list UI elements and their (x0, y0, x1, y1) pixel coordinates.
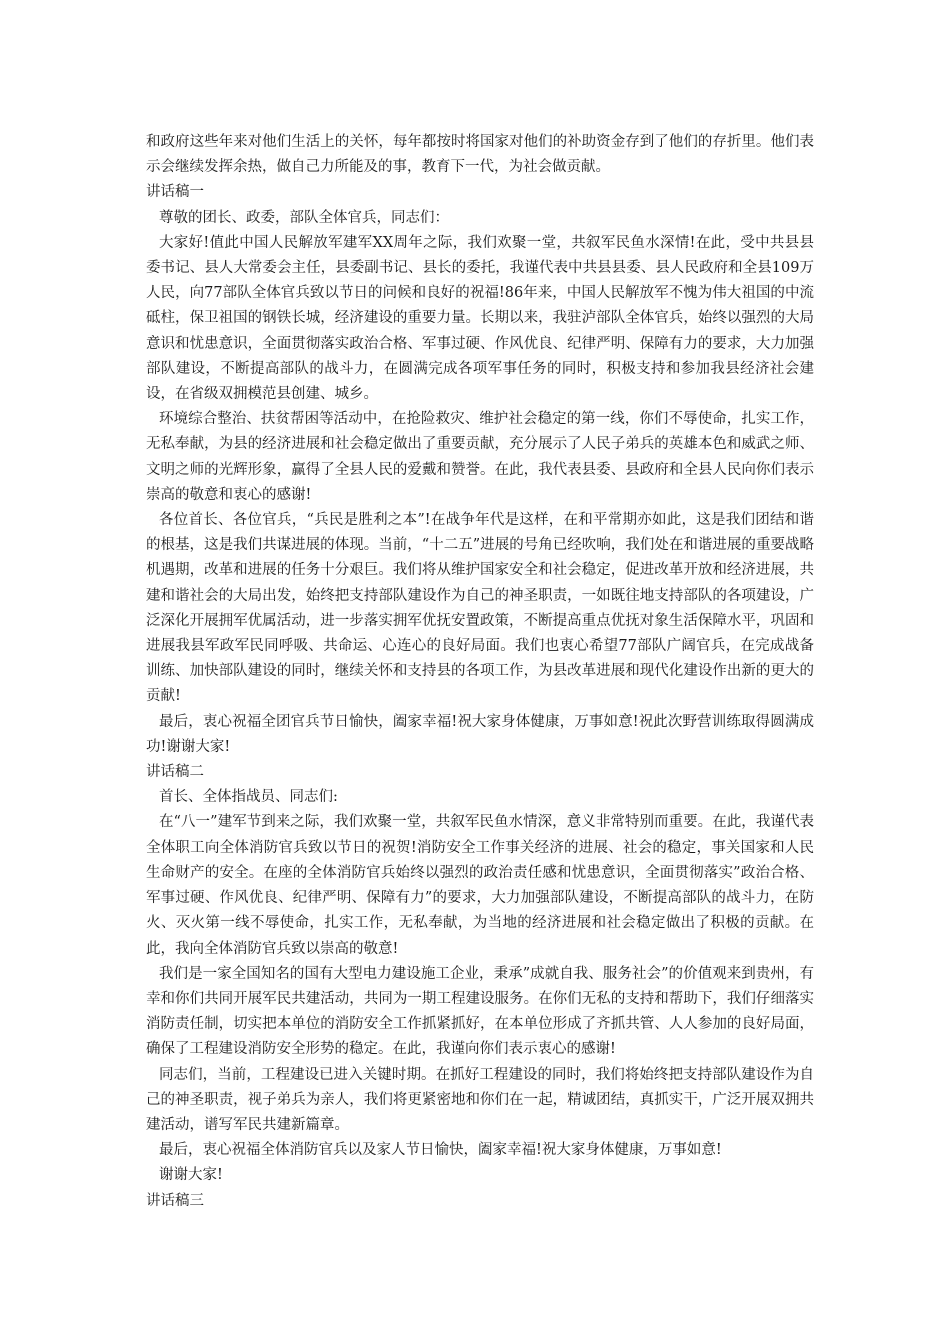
paragraph: 我们是一家全国知名的国有大型电力建设施工企业，秉承”成就自我、服务社会”的价值观来到贵州，有幸和你们共同开展军民共建活动，共同为一期工程建设服务。在你们无私的支持和帮助下，我们仔细落实消防责任制，切实把本单位的消防安全工作抓紧抓好，在本单位形成了齐抓共管、人人参加的良好局面，确保了工程建设消防安全形势的稳定。在此，我谨向你们表示衷心的感谢! (146, 965, 814, 1058)
paragraph-closing-1: 最后，衷心祝福全团官兵节日愉快，阖家幸福!祝大家身体健康，万事如意!祝此次野营训练取得圆满成功!谢谢大家! (146, 713, 814, 755)
paragraph: 在“八一”建军节到来之际，我们欢聚一堂，共叙军民鱼水情深，意义非常特别而重要。在此，我谨代表全体职工向全体消防官兵致以节日的祝贺!消防安全工作事关经济的进展、社会的稳定，事关国家和人民生命财产的安全。在座的全体消防官兵始终以强烈的政治责任感和忧患意识，全面贯彻落实”政治合格、军事过硬、作风优良、纪律严明、保障有力”的要求，大力加强部队建设，不断提高部队的战斗力，在防火、灭火第一线不辱使命，扎实工作，无私奉献，为当地的经济进展和社会稳定做出了积极的贡献。在此，我向全体消防官兵致以崇高的敬意! (146, 814, 814, 957)
document-body (146, 130, 814, 1214)
paragraph-intro: 和政府这些年来对他们生活上的关怀，每年都按时将国家对他们的补助资金存到了他们的存折里。他们表示会继续发挥余热，做自己力所能及的事，教育下一代，为社会做贡献。 (146, 134, 814, 176)
paragraph-thanks: 谢谢大家! (159, 1167, 223, 1184)
section-heading-speech-1: 讲话稿一 (146, 184, 204, 201)
paragraph: 同志们，当前，工程建设已进入关键时期。在抓好工程建设的同时，我们将始终把支持部队建设作为自己的神圣职责，视子弟兵为亲人，我们将更紧密地和你们在一起，精诚团结，真抓实干，广泛开展双拥共建活动，谱写军民共建新篇章。 (146, 1066, 814, 1133)
paragraph-salutation-2: 首长、全体指战员、同志们: (159, 789, 338, 806)
paragraph-salutation-1: 尊敬的团长、政委，部队全体官兵，同志们： (159, 209, 449, 226)
paragraph: 各位首长、各位官兵，“兵民是胜利之本”!在战争年代是这样，在和平常期亦如此，这是我们团结和谐的根基，这是我们共谋进展的体现。当前，“十二五”进展的号角已经吹响，我们处在和谐进展的重要战略机遇期，改革和进展的任务十分艰巨。我们将从维护国家安全和社会稳定，促进改革开放和经济进展，共建和谐社会的大局出发，始终把支持部队建设作为自己的神圣职责，一如既往地支持部队的各项建设，广泛深化开展拥军优属活动，进一步落实拥军优抚安置政策，不断提高重点优抚对象生活保障水平，巩固和进展我县军政军民同呼吸、共命运、心连心的良好局面。我们也衷心希望77部队广阔官兵，在完成战备训练、加快部队建设的同时，继续关怀和支持县的各项工作，为县改革进展和现代化建设作出新的更大的贡献! (146, 512, 814, 705)
paragraph: 环境综合整治、扶贫帮困等活动中，在抢险救灾、维护社会稳定的第一线，你们不辱使命，扎实工作，无私奉献，为县的经济进展和社会稳定做出了重要贡献，充分展示了人民子弟兵的英雄本色和威武之师、文明之师的光辉形象，赢得了全县人民的爱戴和赞誉。在此，我代表县委、县政府和全县人民向你们表示崇高的敬意和衷心的感谢! (146, 411, 814, 503)
paragraph: 大家好!值此中国人民解放军建军XX周年之际，我们欢聚一堂，共叙军民鱼水深情!在此，受中共县县委书记、县人大常委会主任，县委副书记、县长的委托，我谨代表中共县县委、县人民政府和全县109万人民，向77部队全体官兵致以节日的问候和良好的祝福!86年来，中国人民解放军不愧为伟大祖国的中流砥柱，保卫祖国的钢铁长城，经济建设的重要力量。长期以来，我驻泸部队全体官兵，始终以强烈的大局意识和忧患意识，全面贯彻落实政治合格、军事过硬、作风优良、纪律严明、保障有力的要求，大力加强部队建设，不断提高部队的战斗力，在圆满完成各项军事任务的同时，积极支持和参加我县经济社会建设，在省级双拥模范县创建、城乡。 (146, 234, 814, 403)
section-heading-speech-3: 讲话稿三 (146, 1192, 204, 1209)
section-heading-speech-2: 讲话稿二 (146, 764, 204, 781)
paragraph-closing-2: 最后，衷心祝福全体消防官兵以及家人节日愉快，阖家幸福!祝大家身体健康，万事如意! (159, 1142, 722, 1159)
